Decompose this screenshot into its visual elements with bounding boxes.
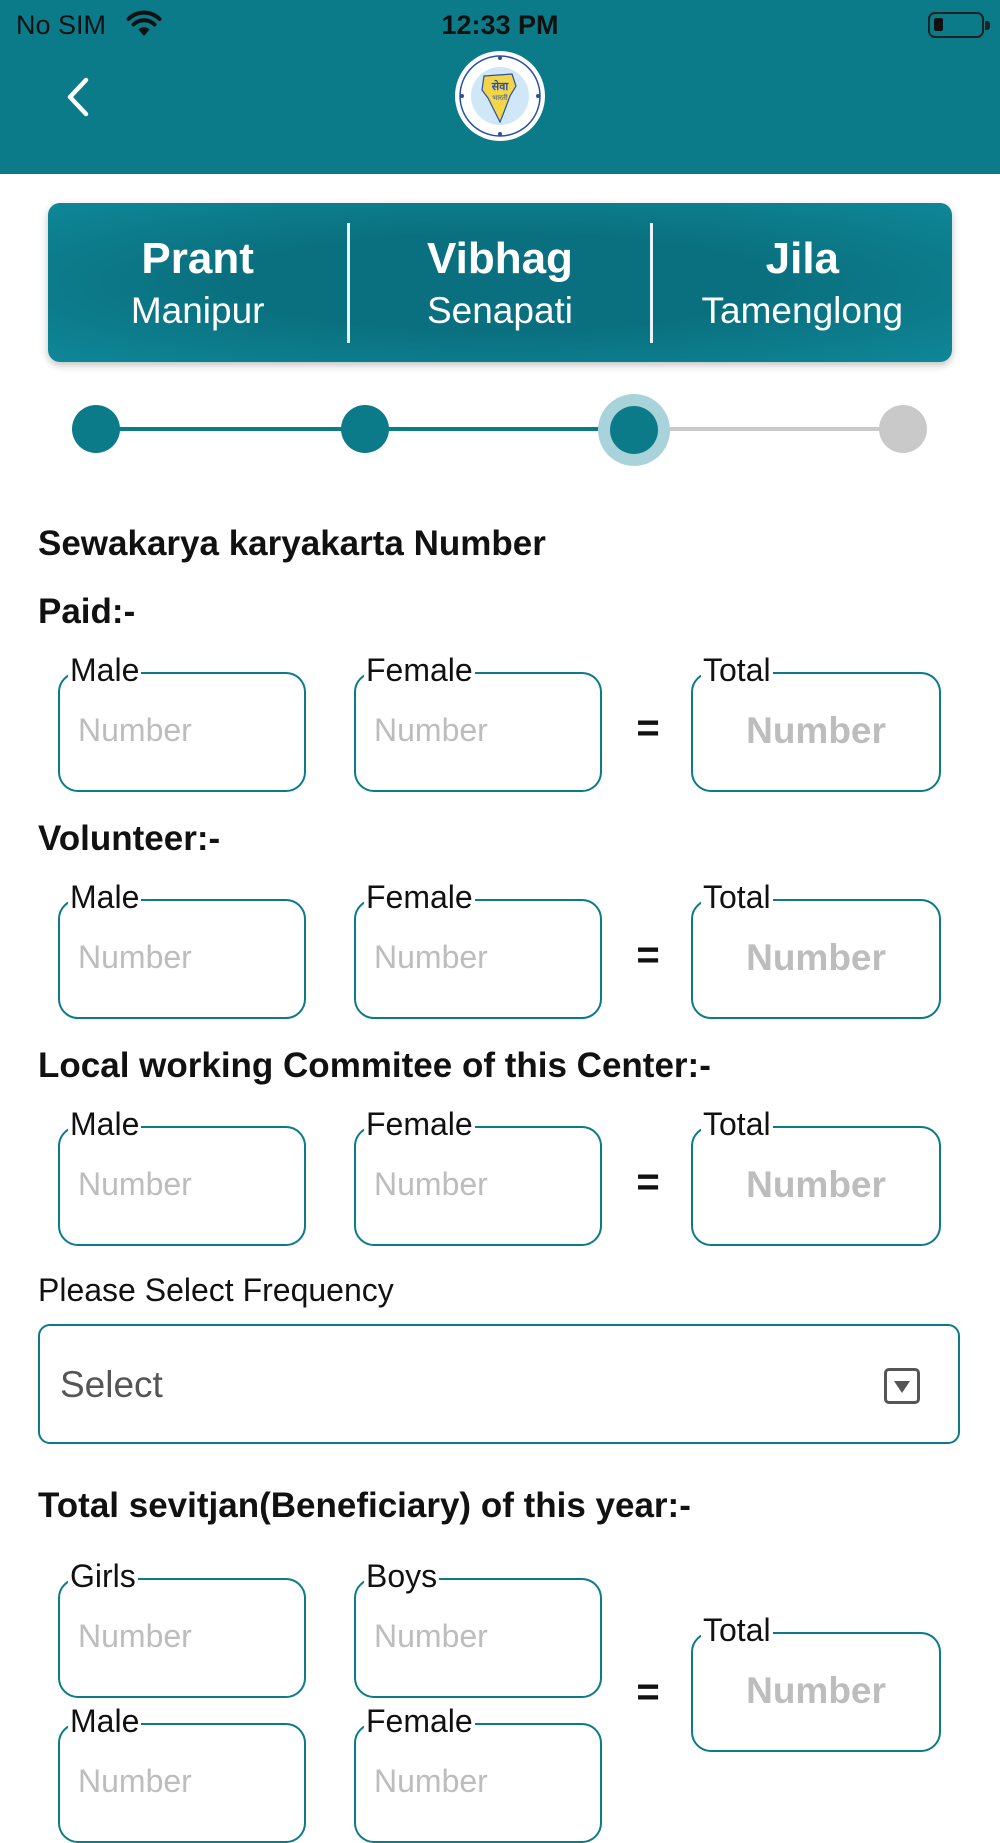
svg-text:सेवा: सेवा: [491, 80, 509, 93]
jila-column: [653, 231, 952, 335]
beneficiary-female-field[interactable]: [354, 1703, 602, 1843]
field-label: Total: [703, 1106, 771, 1142]
vibhag-value: Senapati: [426, 289, 574, 331]
field-label: Male: [70, 1106, 140, 1142]
step-3-dot-inner: [610, 406, 658, 454]
field-label: Boys: [366, 1558, 438, 1594]
prant-heading: Prant: [141, 233, 254, 283]
frequency-select-value: Select: [60, 1364, 163, 1405]
field-placeholder: Number: [746, 1670, 886, 1711]
field-placeholder: Number: [746, 1164, 886, 1205]
dropdown-arrow-icon: [884, 1368, 920, 1404]
field-placeholder: Number: [374, 1618, 488, 1654]
prant-value: Manipur: [130, 289, 265, 331]
committee-female-field[interactable]: [354, 1106, 602, 1246]
vibhag-heading: Vibhag: [427, 233, 573, 283]
chevron-left-icon[interactable]: [58, 72, 102, 122]
field-label: Total: [703, 879, 771, 915]
committee-total-field: [691, 1106, 941, 1246]
field-placeholder: Number: [78, 939, 192, 975]
step-1-dot: [72, 405, 120, 453]
stepper-line-pending: [634, 427, 904, 431]
field-label: Female: [366, 652, 473, 688]
equals-sign: =: [636, 1670, 660, 1714]
volunteer-total-field: [691, 879, 941, 1019]
form-heading: Sewakarya karyakarta Number: [38, 524, 546, 563]
field-placeholder: Number: [78, 1166, 192, 1202]
field-placeholder: Number: [746, 710, 886, 751]
equals-sign: =: [636, 706, 660, 750]
volunteer-female-field[interactable]: [354, 879, 602, 1019]
committee-male-field[interactable]: [58, 1106, 306, 1246]
paid-female-field[interactable]: [354, 652, 602, 792]
stepper-line-done: [96, 427, 366, 431]
field-placeholder: Number: [746, 937, 886, 978]
jila-heading: Jila: [765, 233, 840, 283]
paid-total-field: [691, 652, 941, 792]
clock: 12:33 PM: [441, 10, 559, 40]
field-label: Male: [70, 1703, 140, 1739]
location-summary-card: [48, 203, 952, 362]
beneficiary-total-field: [691, 1612, 941, 1752]
field-label: Female: [366, 879, 473, 915]
field-label: Female: [366, 1106, 473, 1142]
field-placeholder: Number: [374, 939, 488, 975]
field-placeholder: Number: [374, 1166, 488, 1202]
field-placeholder: Number: [78, 1763, 192, 1799]
svg-text:भारती: भारती: [492, 94, 508, 102]
volunteer-title: Volunteer:-: [38, 819, 221, 858]
beneficiary-male-field[interactable]: [58, 1703, 306, 1843]
field-label: Female: [366, 1703, 473, 1739]
seva-bharati-logo: [454, 50, 546, 142]
beneficiary-girls-field[interactable]: [58, 1558, 306, 1698]
paid-male-field[interactable]: [58, 652, 306, 792]
status-bar: [0, 0, 1000, 50]
field-placeholder: Number: [78, 1618, 192, 1654]
field-placeholder: Number: [374, 1763, 488, 1799]
paid-title: Paid:-: [38, 592, 136, 631]
frequency-select[interactable]: [38, 1324, 960, 1444]
stepper-line-done: [366, 427, 634, 431]
field-label: Total: [703, 1612, 771, 1648]
field-label: Male: [70, 652, 140, 688]
frequency-label: Please Select Frequency: [38, 1272, 394, 1308]
committee-title: Local working Commitee of this Center:-: [38, 1046, 711, 1085]
vibhag-column: [350, 231, 649, 335]
battery-icon: [928, 12, 984, 38]
beneficiary-boys-field[interactable]: [354, 1558, 602, 1698]
jila-value: Tamenglong: [701, 289, 904, 331]
equals-sign: =: [636, 933, 660, 977]
step-2-dot: [341, 405, 389, 453]
volunteer-male-field[interactable]: [58, 879, 306, 1019]
field-placeholder: Number: [374, 712, 488, 748]
carrier-label: No SIM: [16, 10, 107, 40]
step-4-dot: [879, 405, 927, 453]
beneficiary-title: Total sevitjan(Beneficiary) of this year:-: [38, 1486, 691, 1525]
field-label: Total: [703, 652, 771, 688]
equals-sign: =: [636, 1160, 660, 1204]
field-placeholder: Number: [78, 712, 192, 748]
field-label: Male: [70, 879, 140, 915]
field-label: Girls: [70, 1558, 136, 1594]
prant-column: [48, 231, 347, 335]
